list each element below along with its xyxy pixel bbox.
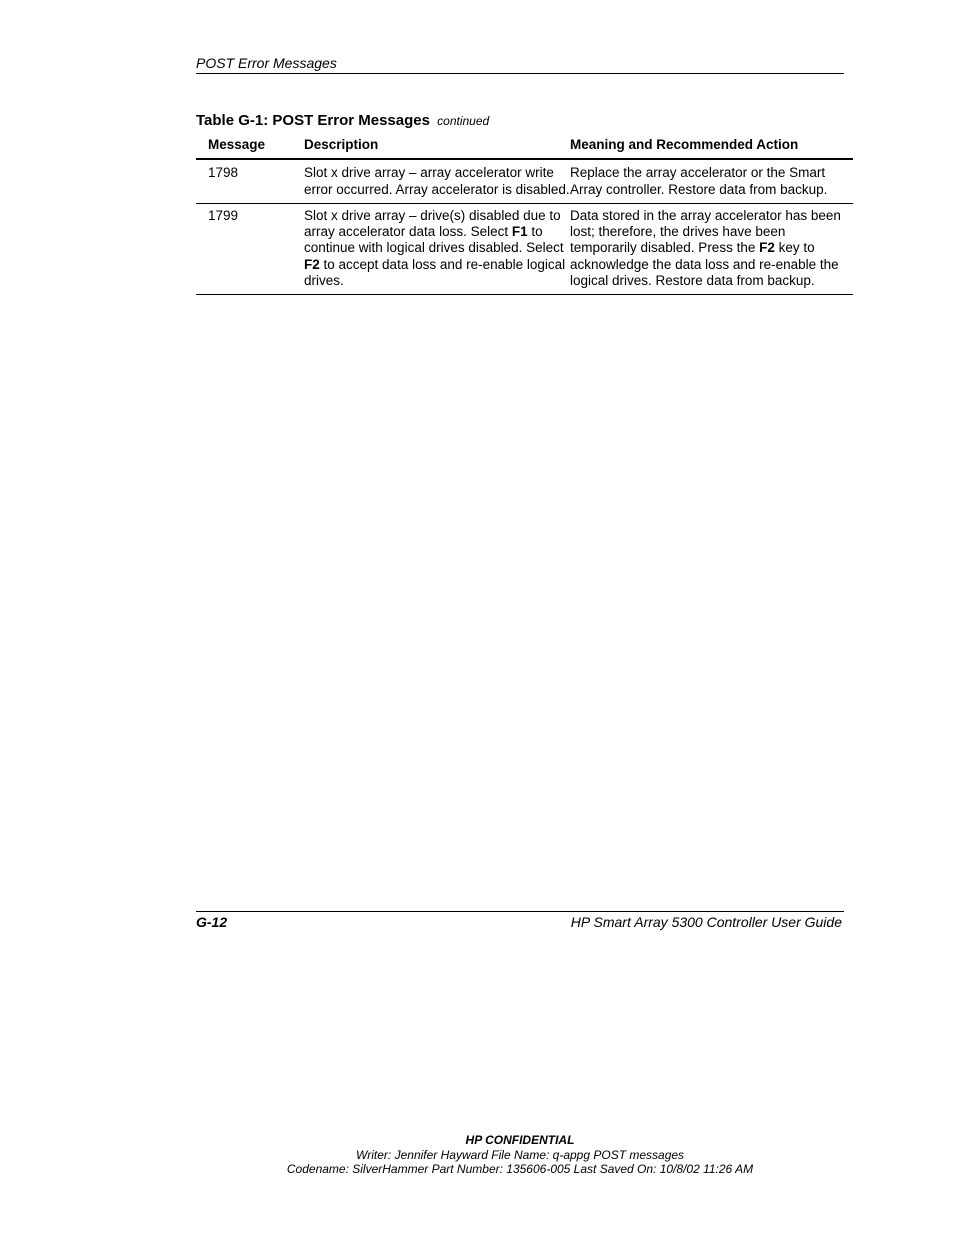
- guide-title: HP Smart Array 5300 Controller User Guide: [570, 914, 842, 930]
- table-row: [196, 159, 853, 203]
- action-text: key to acknowledge the data loss and re-enable the logical drives. Restore data from backup.: [570, 240, 839, 289]
- table-caption: [196, 112, 489, 129]
- header-rule: [196, 73, 844, 74]
- description-text: Slot x drive array – drive(s) disabled due to array accelerator data loss. Select: [304, 207, 561, 240]
- table-row: [196, 203, 853, 294]
- key-f1: F1: [511, 224, 528, 240]
- column-header-action: Meaning and Recommended Action: [570, 133, 853, 159]
- recommended-action: Replace the array accelerator or the Smart Array controller. Restore data from backup.: [570, 159, 853, 203]
- message-description: Slot x drive array – array accelerator write error occurred. Array accelerator is disabled.: [304, 159, 570, 203]
- confidential-notice: [0, 1133, 954, 1177]
- post-error-table: [196, 133, 853, 295]
- column-header-description: Description: [304, 133, 570, 159]
- footer-rule: [196, 911, 844, 912]
- table-caption-continued: continued: [437, 114, 490, 128]
- message-description: [304, 203, 570, 294]
- action-text: Data stored in the array accelerator has been lost; therefore, the drives have been temporarily disabled. Press the: [570, 207, 841, 256]
- page-number: G-12: [196, 914, 228, 930]
- running-header: POST Error Messages: [196, 55, 337, 71]
- description-text: to continue with logical drives disabled. Select: [304, 224, 564, 256]
- message-code: 1798: [196, 159, 304, 203]
- confidential-codename-line: Codename: SilverHammer Part Number: 135606-005 Last Saved On: 10/8/02 11:26 AM: [286, 1162, 754, 1176]
- confidential-writer-line: Writer: Jennifer Hayward File Name: q-appg POST messages: [355, 1147, 685, 1162]
- recommended-action: [570, 203, 853, 294]
- table-caption-title: Table G-1: POST Error Messages: [196, 112, 430, 129]
- key-f2: F2: [304, 256, 320, 272]
- table-header-row: [196, 133, 853, 159]
- column-header-message: Message: [196, 133, 304, 159]
- confidential-title: HP CONFIDENTIAL: [465, 1133, 575, 1147]
- message-code: 1799: [196, 203, 304, 294]
- key-f2: F2: [759, 240, 775, 256]
- description-text: to accept data loss and re-enable logical drives.: [304, 256, 566, 289]
